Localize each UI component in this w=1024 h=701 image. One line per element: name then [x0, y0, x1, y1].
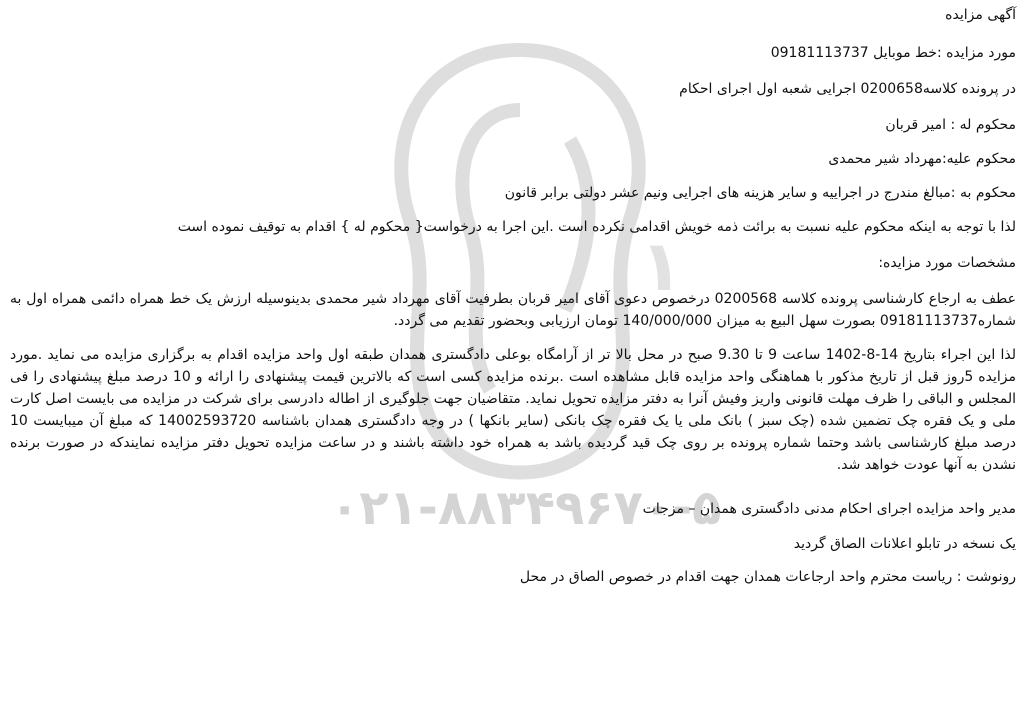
- notice-title: آگهی مزایده: [945, 7, 1016, 23]
- specs-heading: مشخصات مورد مزایده:: [878, 255, 1016, 271]
- case-number: در پرونده کلاسه0200658 اجرایی شعبه اول اجرای احکام: [679, 81, 1016, 97]
- auction-details: لذا این اجراء بتاریخ 14-8-1402 ساعت 9 تا 9.30 صبح در محل بالا تر از آرامگاه بوعلی دادگستری همدان طبقه اول واحد مزایده اقدام به برگزاری مزایده می نماید .مورد مزایده 5روز قبل از تاریخ مذکور با هماهنگی واحد مزایده قابل مشاهده است .برنده مزایده کسی است که بالاترین قیمت پیشنهادی را ارائه و 10 درصد مبلغ پیشنهادی را فی المجلس و الباقی را ظرف مهلت قانونی واریز وفیش آنرا به دفتر مزایده تحویل نماید. متقاضیان جهت جلوگیری از اطاله دادرسی برای شرکت در مزایده می بایست اصل کارت ملی و یک فقره چک تضمین شده (چک سبز ) بانک ملی یا یک فقره چک بانکی (سایر بانکها ) در وجه دادگستری همدان باشناسه 14002593720 که مبلغ آن میبایست 10 درصد مبلغ کارشناسی باشد وحتما شماره پرونده بر روی چک قید گردیده باشد به همراه خود داشته باشند و در ساعت مزایده تحویل دفتر مزایده نمایندکه در صورت برنده نشدن به آنها عودت خواهد شد.: [10, 347, 1017, 473]
- creditor: محکوم له : امیر قربان: [885, 117, 1016, 133]
- svg-text:۱: ۱: [640, 225, 683, 307]
- seizure-reason: لذا با توجه به اینکه محکوم علیه نسبت به برائت ذمه خویش اقدامی نکرده است .این اجرا به درخواست{ محکوم له } اقدام به توقیف نموده است: [177, 219, 1016, 235]
- posting-note: یک نسخه در تابلو اعلانات الصاق گردید: [793, 536, 1016, 552]
- debtor: محکوم علیه:مهرداد شیر محمدی: [828, 151, 1016, 167]
- auction-subject: مورد مزایده :خط موبایل 09181113737: [770, 45, 1016, 61]
- watermark-phone: ۰۲۱-۸۸۳۴۹۶۷۰-۵: [330, 480, 722, 536]
- judgment: محکوم به :مبالغ مندرج در اجراییه و سایر هزینه های اجرایی ونیم عشر دولتی برابر قانون: [504, 185, 1016, 201]
- signature: مدیر واحد مزایده اجرای احکام مدنی دادگستری همدان – مزجات: [642, 501, 1016, 517]
- specs-body: عطف به ارجاع کارشناسی پرونده کلاسه 0200568 درخصوص دعوی آقای امیر قربان بطرفیت آقای مهرداد شیر محمدی بدینوسیله ارزش یک خط همراه دائمی همراه اول به شماره09181113737 بصورت سهل البیع به میزان 140/000/000 تومان ارزیابی وبحضور تقدیم می گردد.: [10, 291, 1017, 329]
- carbon-copy: رونوشت : ریاست محترم واحد ارجاعات همدان جهت اقدام در خصوص الصاق در محل: [519, 569, 1016, 585]
